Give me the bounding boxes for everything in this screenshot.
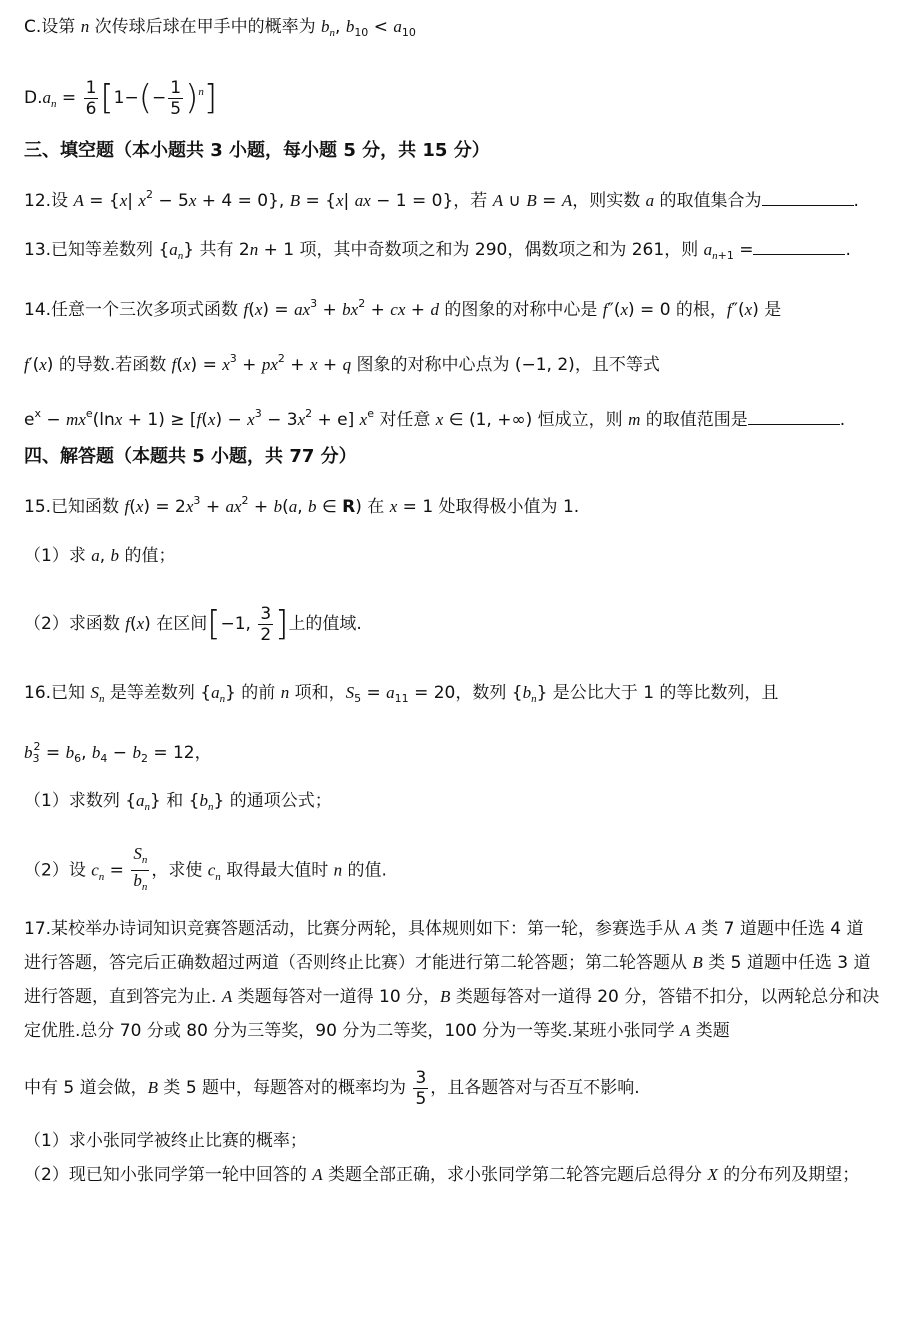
question-16-part-1: （1）求数列 $\{a_n\}$ 和 $\{b_n\}$ 的通项公式；: [24, 791, 332, 813]
answer-blank-12[interactable]: [762, 189, 854, 206]
question-16-condition: $b_3^2 = b_6$, $b_4 - b_2 = 12$，: [24, 740, 212, 765]
question-15-part-1: （1）求 a, b 的值；: [24, 546, 176, 566]
question-15-part-2: （2）求函数 f(x) 在区间[−1, $\frac{3}{2}$ ]上的值域.: [24, 603, 362, 645]
section-4-heading: 四、解答题（本题共 5 小题，共 77 分）: [24, 446, 357, 467]
question-17-part-1: （1）求小张同学被终止比赛的概率；: [24, 1131, 307, 1151]
answer-blank-14[interactable]: [748, 408, 840, 425]
question-12: 12.设 A = {x| $x^2 - 5x + 4 = 0$}, B = {x| ax − 1 = 0}，若 A ∪ B = A，则实数 a 的取值集合为 .: [24, 188, 859, 211]
question-14-line-2: f′(x) 的导数.若函数 $f(x) = x^3 + px^2 + x + q$ 图象的对称中心点为 (−1, 2)，且不等式: [24, 352, 660, 375]
question-17-paragraph: 17.某校举办诗词知识竞赛答题活动，比赛分两轮，具体规则如下：第一轮，参赛选手从 A 类 7 道题中任选 4 道进行答题，答完后正确数超过两道（否则终止比赛）才能进行第二轮答题；第二轮答题从 B 类 5 道题中任选 3 道进行答题，直到答完为止. A 类题每答对一道得 10 分，B 类题每答对一道得 20 分，答错不扣分，以两轮总分和决定优胜.总分 70 分或 80 分为三等奖，90 分为二等奖，100 分为一等奖.某班小张同学 A 类题: [24, 919, 880, 1041]
question-14-line-1: 14.任意一个三次多项式函数 $f(x) = ax^3 + bx^2$ + cx + d 的图象的对称中心是 f″(x) = 0 的根，f″(x) 是: [24, 297, 782, 320]
answer-blank-13[interactable]: [753, 238, 845, 255]
question-17-condition: 中有 5 道会做，B 类 5 题中，每题答对的概率均为 $\frac{3}{5}$ ，且各题答对与否互不影响.: [24, 1067, 640, 1109]
question-15: 15.已知函数 $f(x) = 2x^3 + ax^2 + b(a$, b ∈ R) 在 x = 1 处取得极小值为 1.: [24, 494, 580, 517]
question-16-part-2: （2）设 $c_n$ = $\frac{S_n}{b_n}$ ，求使 $c_n$ 取得最大值时 n 的值.: [24, 844, 387, 893]
option-d: $D.a_n$ = $\frac{1}{6}$ [1−(− $\frac{1}{5}$ )$^n$]: [24, 77, 218, 119]
option-c: C.设第 n 次传球后球在甲手中的概率为 $b_n$, $b_{10} < a_{10}$: [24, 17, 416, 39]
section-3-heading: 三、填空题（本小题共 3 小题，每小题 5 分，共 15 分）: [24, 140, 490, 161]
question-16: 16.已知 $S_n$ 是等差数列 $\{a_n\}$ 的前 n 项和，$S_5 = a_{11} = 20$，数列 $\{b_n\}$ 是公比大于 1 的等比数列，且: [24, 683, 779, 705]
question-13: 13.已知等差数列 $\{a_n\}$ 共有 2n + 1 项，其中奇数项之和为 290，偶数项之和为 261，则 $a_{n+1}$ = .: [24, 240, 851, 262]
question-14-line-3: $e^x - mx^e(\ln x + 1) \ge [f(x) - x^3 - 3x^2 + e]$ $x^e$ 对任意 x ∈ (1, +∞) 恒成立，则 m 的取值范围是 .: [24, 407, 846, 430]
question-17-part-2: （2）现已知小张同学第一轮中回答的 A 类题全部正确，求小张同学第二轮答完题后总得分 X 的分布列及期望；: [24, 1165, 860, 1185]
